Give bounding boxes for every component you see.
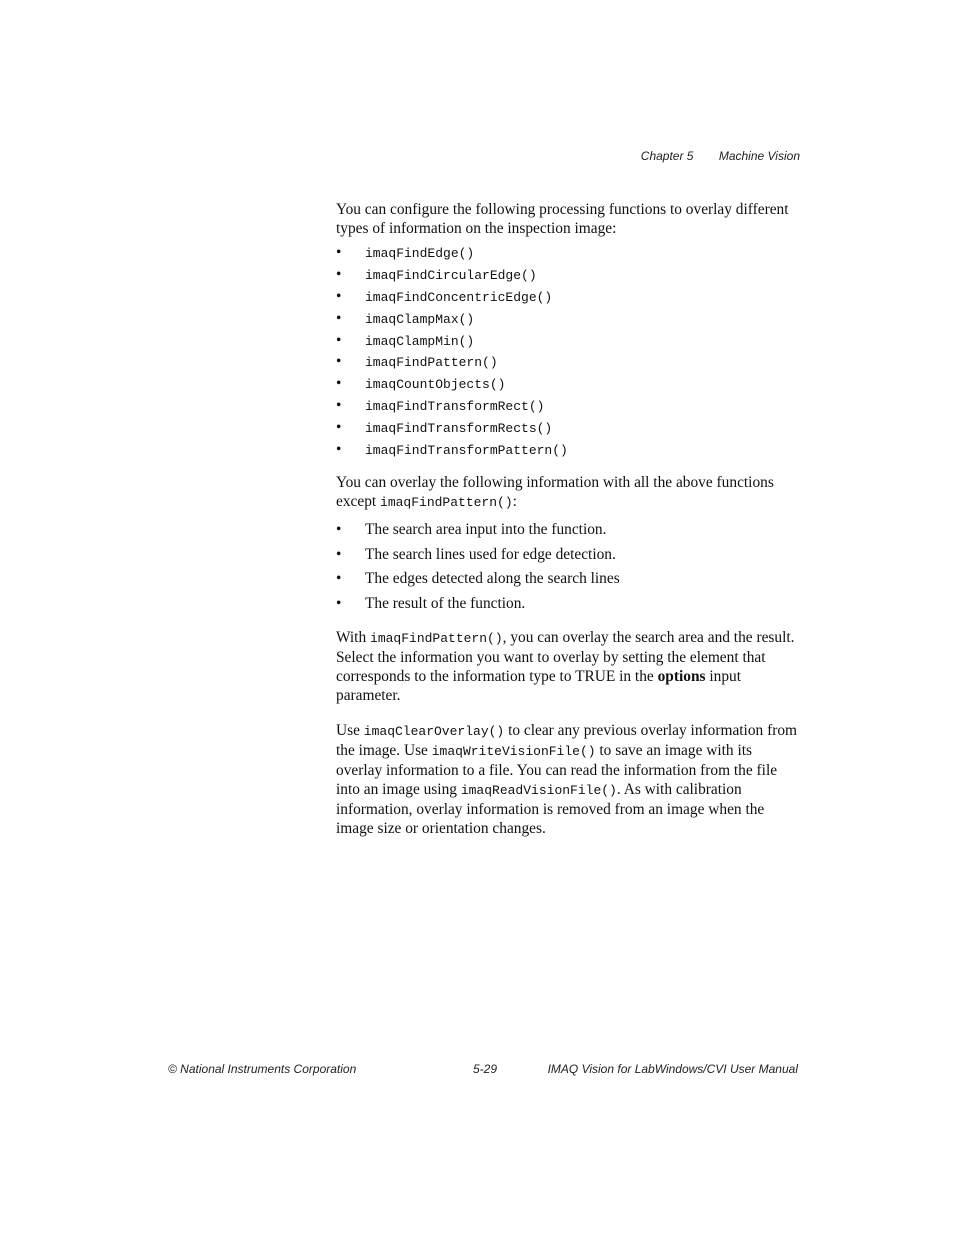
function-list	[336, 242, 800, 461]
bullet-icon: •	[336, 594, 342, 612]
list-item: • imaqClampMin()	[336, 330, 800, 352]
bullet-icon: •	[336, 353, 342, 371]
list-item: • imaqFindPattern()	[336, 351, 800, 373]
list-item: • imaqFindCircularEdge()	[336, 264, 800, 286]
list-item: • imaqFindConcentricEdge()	[336, 286, 800, 308]
intro-paragraph: You can configure the following processing functions to overlay different types of information on the inspection image:	[336, 201, 789, 237]
overlay-info-paragraph: You can overlay the following information with all the above functions except imaqFindPattern():	[336, 473, 774, 510]
list-item: • imaqFindEdge()	[336, 242, 800, 264]
footer-copyright: © National Instruments Corporation	[168, 1062, 357, 1076]
bullet-icon: •	[336, 375, 342, 393]
clear-overlay-paragraph: Use imaqClearOverlay() to clear any previous overlay information from the image. Use imaqWriteVisionFile() to save an image with its overlay information to a file. You can read the information from the file into an image using imaqReadVisionFile(). As with calibration information, overlay information is removed from an image when the image size or orientation changes.	[336, 722, 797, 838]
manual-title: IMAQ Vision for LabWindows/CVI User Manual	[547, 1062, 798, 1076]
bullet-icon: •	[336, 441, 342, 459]
bullet-icon: •	[336, 244, 342, 261]
bullet-icon: •	[336, 570, 342, 588]
chapter-label: Chapter 5	[640, 149, 694, 163]
bullet-icon: •	[336, 309, 342, 327]
bullet-icon: •	[336, 520, 342, 538]
list-item: • The edges detected along the search lines	[336, 567, 800, 592]
overlay-info-list	[336, 518, 800, 616]
list-item: • imaqCountObjects()	[336, 373, 800, 395]
find-pattern-paragraph: With imaqFindPattern(), you can overlay the search area and the result. Select the information you want to overlay by setting the element that corresponds to the information type to TRUE in the options input parameter.	[336, 629, 795, 705]
page-footer	[168, 1062, 800, 1078]
list-item: • imaqFindTransformRects()	[336, 417, 800, 439]
list-item: • The search lines used for edge detection.	[336, 543, 800, 568]
body-content	[336, 200, 800, 838]
bullet-icon: •	[336, 331, 342, 349]
list-item: • imaqClampMax()	[336, 308, 800, 330]
bullet-icon: •	[336, 265, 342, 283]
bullet-icon: •	[336, 419, 342, 437]
list-item: • The search area input into the function.	[336, 518, 800, 543]
section-title: Machine Vision	[718, 149, 800, 163]
list-item: • imaqFindTransformPattern()	[336, 439, 800, 461]
list-item: • The result of the function.	[336, 592, 800, 617]
running-header	[641, 149, 800, 163]
bullet-icon: •	[336, 397, 342, 415]
page-number: 5-29	[473, 1062, 498, 1076]
bullet-icon: •	[336, 287, 342, 305]
bullet-icon: •	[336, 545, 342, 563]
list-item: • imaqFindTransformRect()	[336, 395, 800, 417]
